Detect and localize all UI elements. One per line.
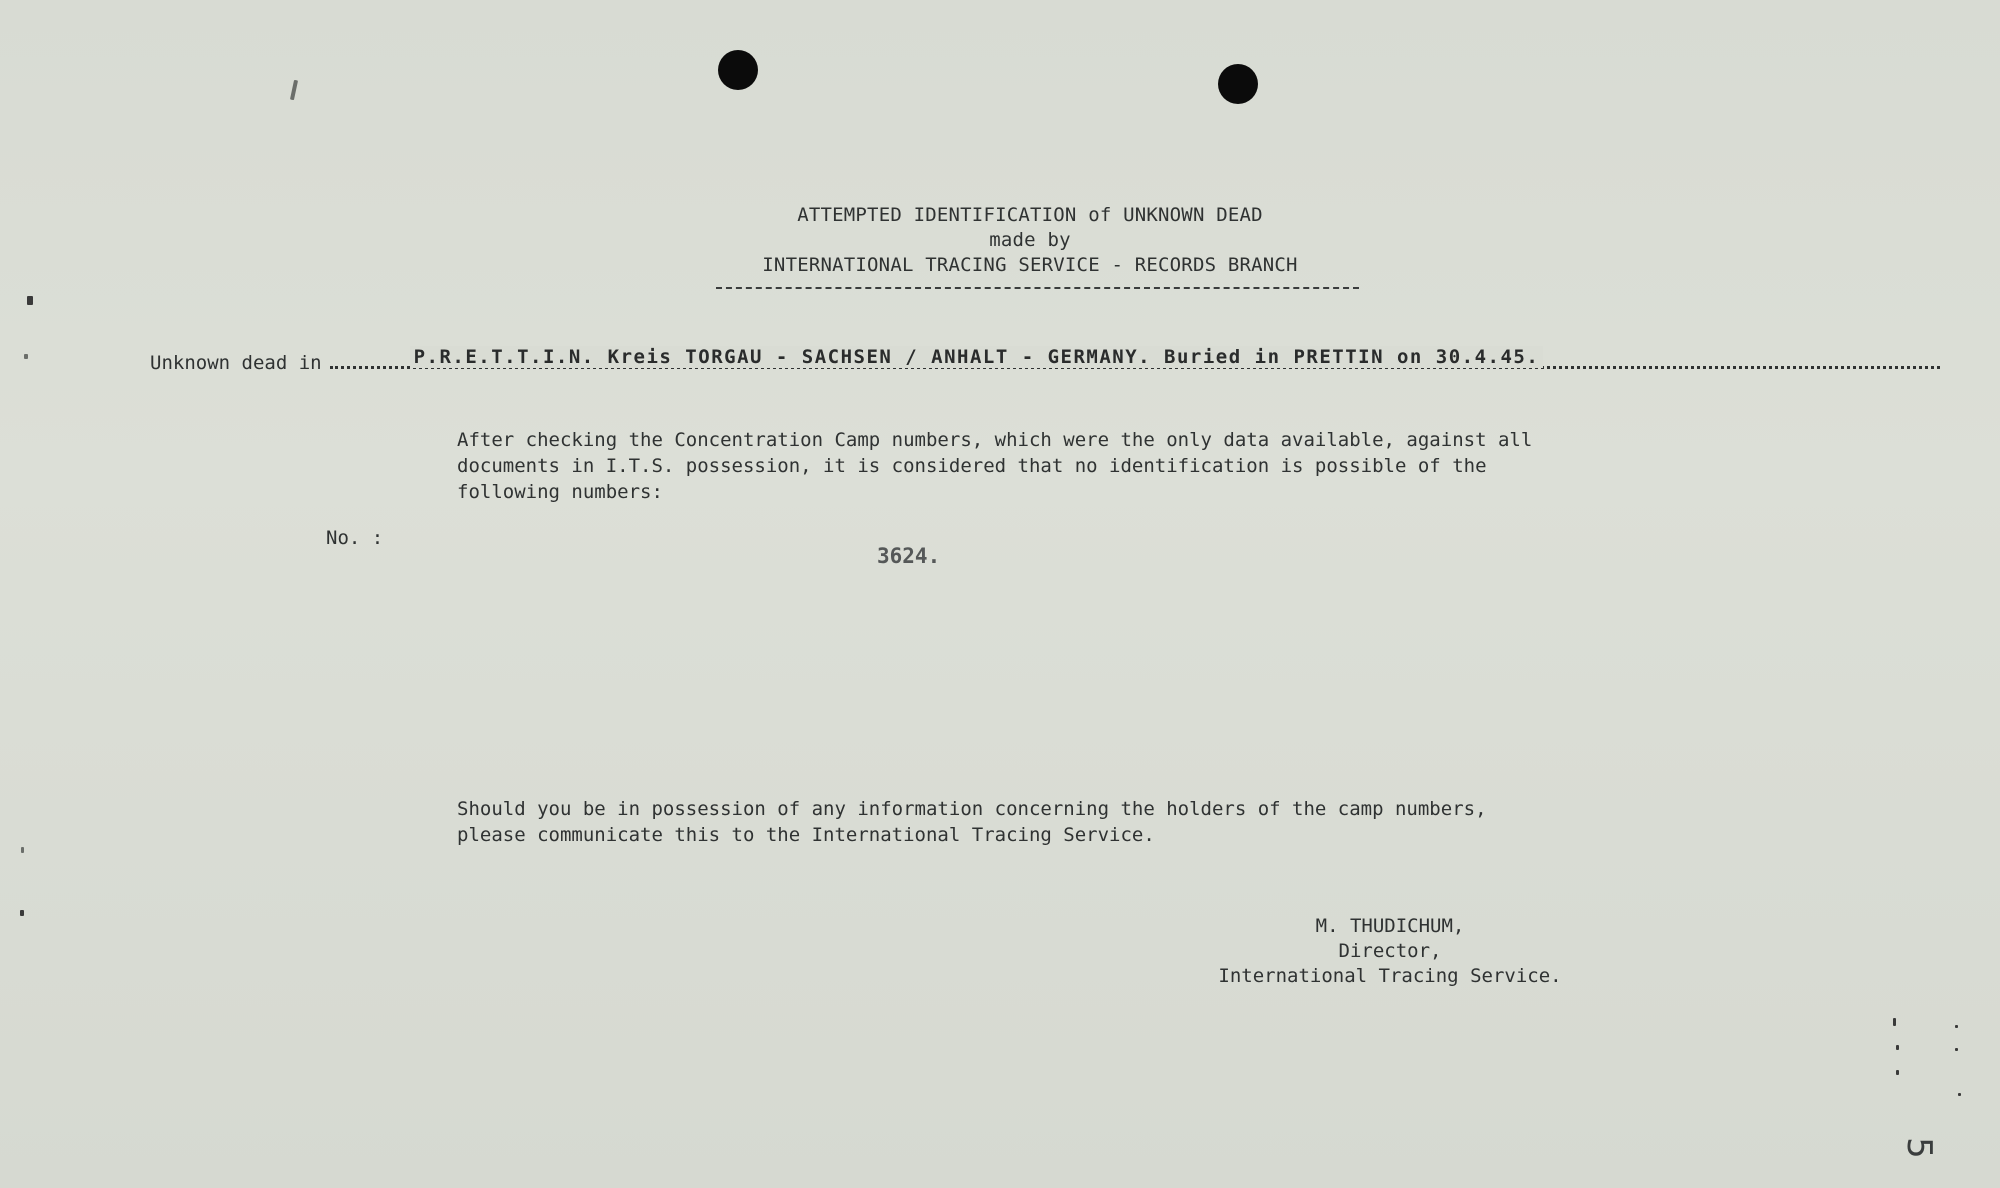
paper-mark	[1955, 1025, 1958, 1028]
paper-mark	[1896, 1070, 1899, 1075]
header-title: ATTEMPTED IDENTIFICATION of UNKNOWN DEAD	[797, 204, 1263, 226]
unknown-dead-label: Unknown dead in	[150, 352, 322, 374]
unknown-dead-location: P.R.E.T.T.I.N. Kreis TORGAU - SACHSEN / ANHALT - GERMANY. Buried in PRETTIN on 30.4.45.	[410, 346, 1544, 368]
punch-hole	[718, 50, 758, 90]
paper-mark	[1893, 1018, 1896, 1026]
paper-mark	[20, 910, 24, 916]
request-paragraph: Should you be in possession of any information concerning the holders of the camp numbers, please communicate this to the International Tracing Service.	[457, 798, 1487, 846]
header-divider	[716, 287, 1359, 289]
header-subtitle: made by	[989, 229, 1071, 251]
paper-mark	[24, 354, 28, 359]
checking-paragraph: After checking the Concentration Camp numbers, which were the only data available, against all documents in I.T.S. possession, it is considered that no identification is possible of the following numbers:	[457, 429, 1533, 503]
page-number: 5	[1898, 1137, 1939, 1159]
paper-mark	[21, 847, 24, 853]
header-organization: INTERNATIONAL TRACING SERVICE - RECORDS BRANCH	[762, 254, 1298, 276]
paper-mark	[27, 296, 33, 305]
unknown-dead-field	[330, 346, 1940, 369]
signatory-organization: International Tracing Service.	[1218, 965, 1562, 987]
punch-hole	[1218, 64, 1258, 104]
unknown-dead-row	[150, 346, 1940, 382]
paper-mark	[1958, 1093, 1961, 1096]
number-label: No. :	[326, 527, 384, 549]
paper-mark	[290, 80, 298, 100]
camp-number: 3624.	[877, 544, 941, 568]
signatory-name: M. THUDICHUM,	[1315, 915, 1465, 937]
signature-block	[1190, 914, 1590, 989]
paper-mark	[1896, 1045, 1899, 1050]
paper-mark	[1955, 1048, 1958, 1051]
document-header	[620, 203, 1440, 278]
signatory-title: Director,	[1338, 940, 1442, 962]
